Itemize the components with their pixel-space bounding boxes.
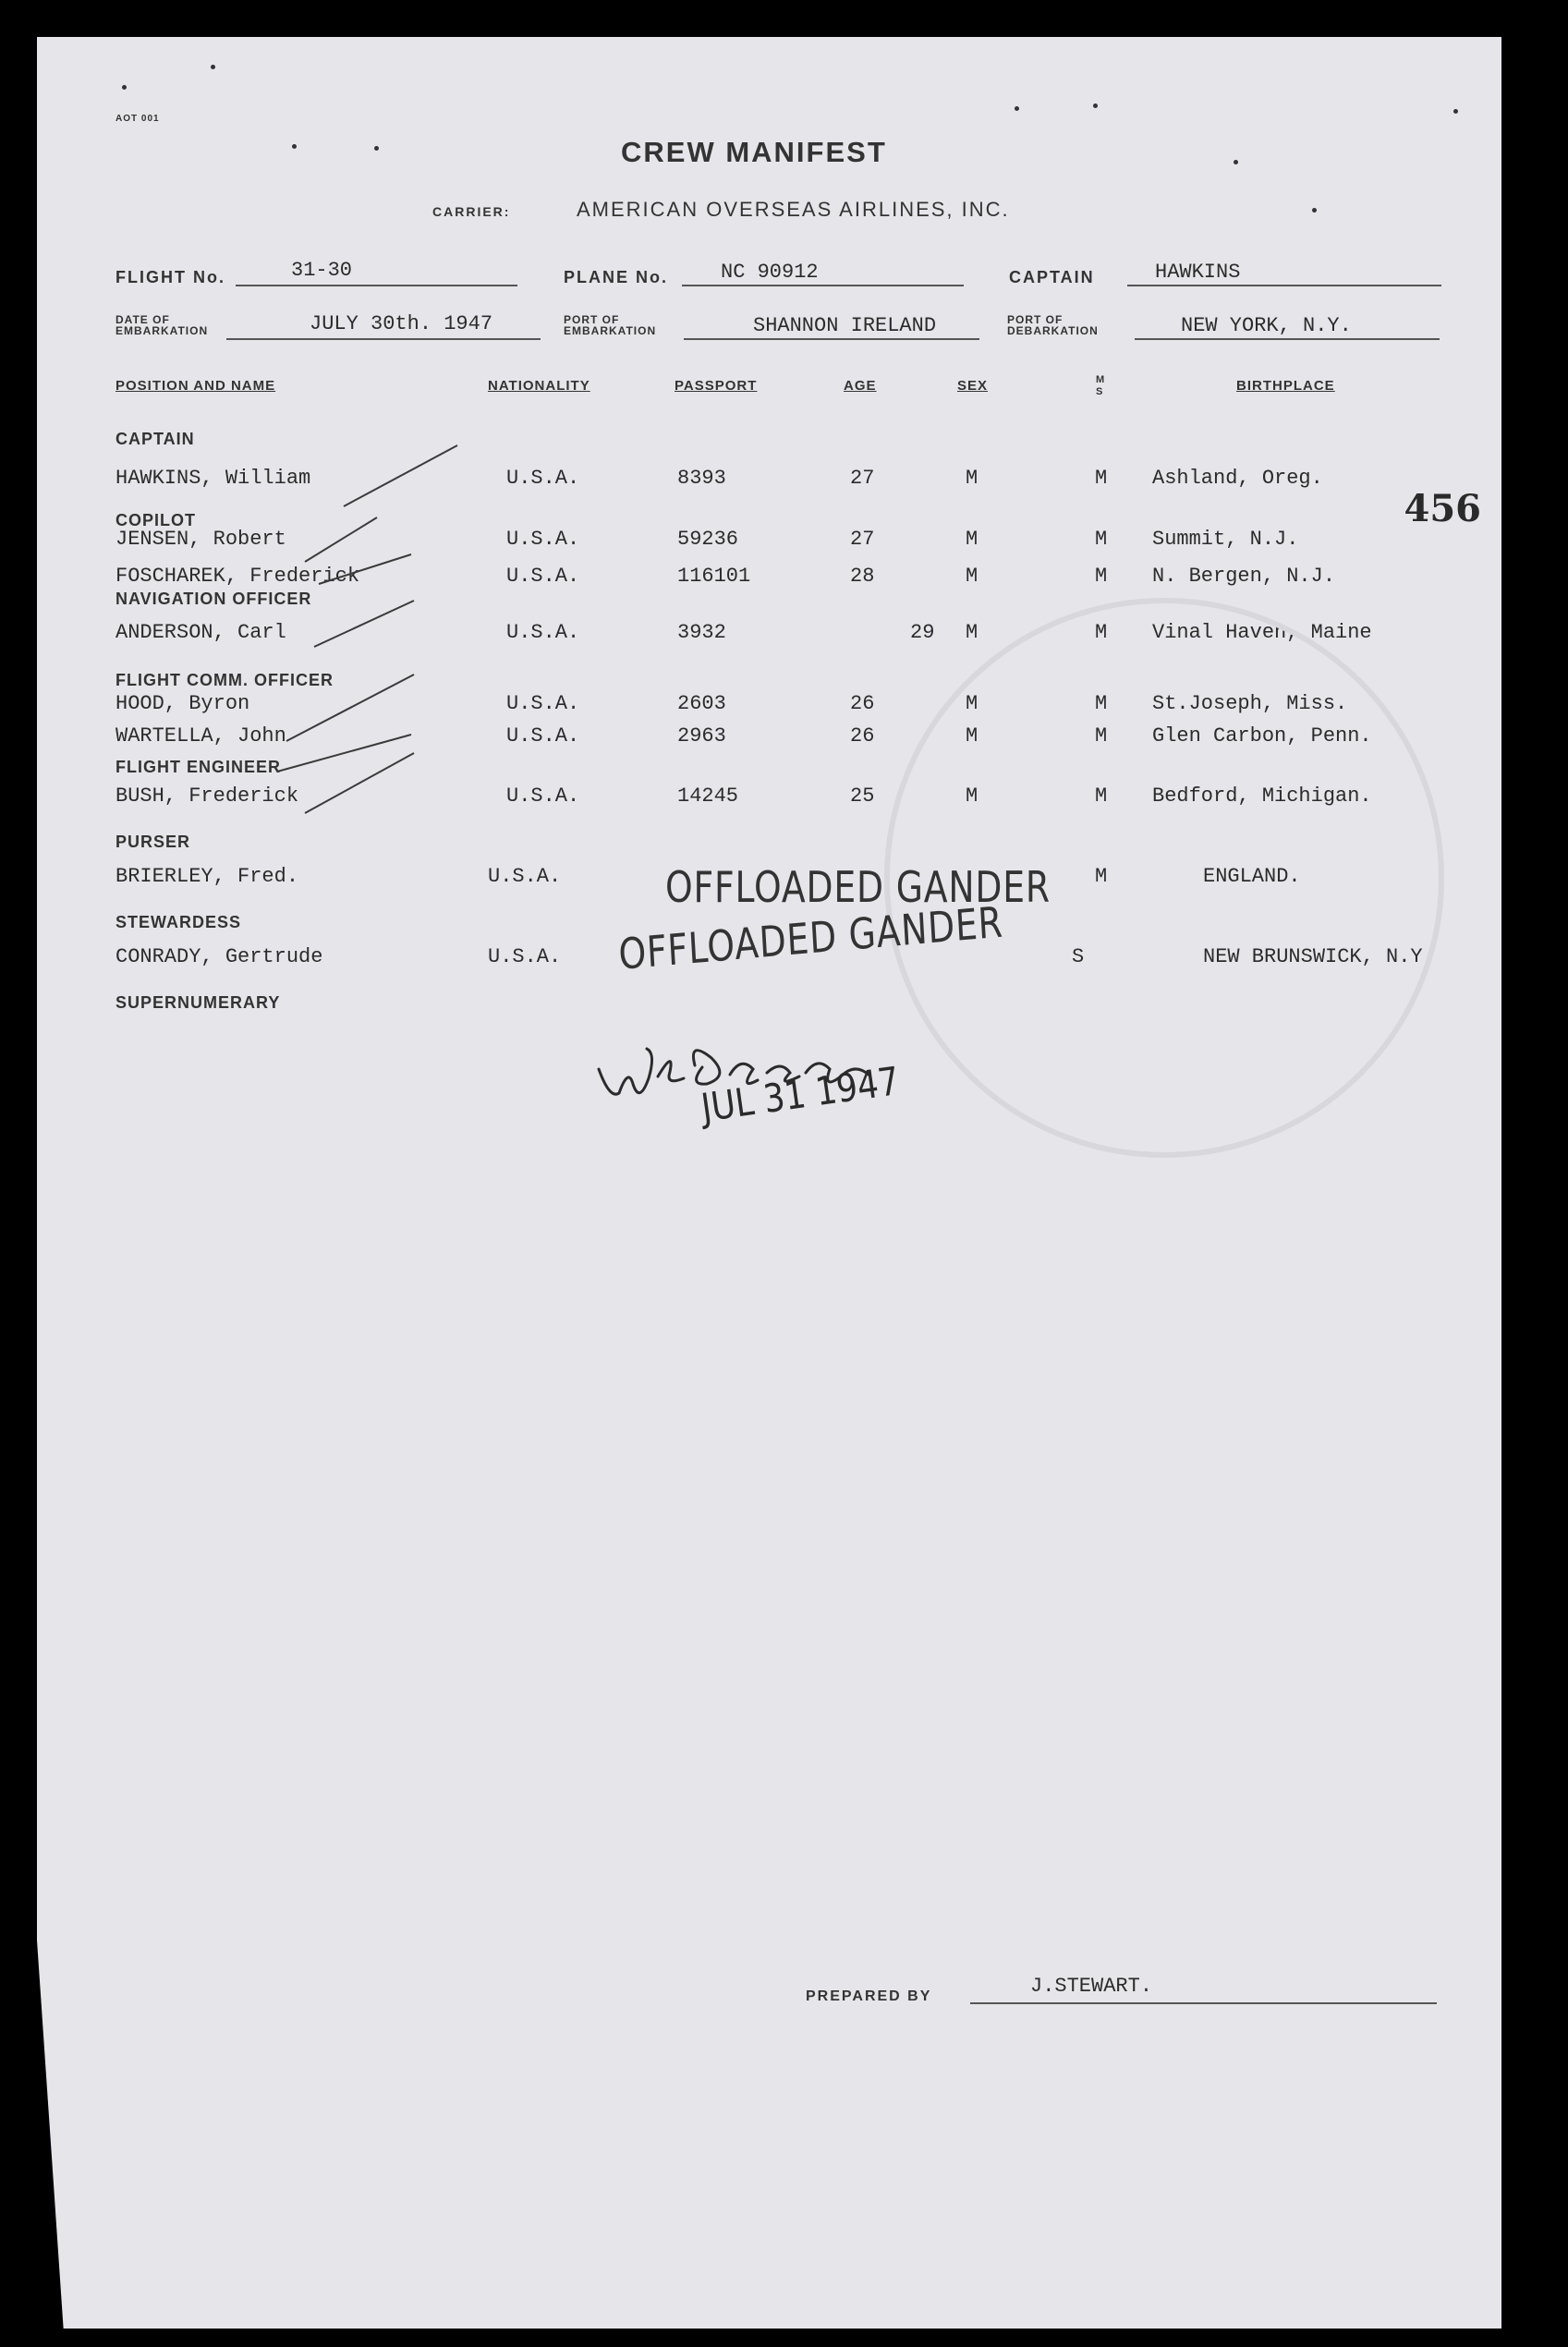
crew-passport: 59236 <box>677 528 739 551</box>
check-mark <box>305 517 377 562</box>
embarkation-date: JULY 30th. 1947 <box>310 312 493 335</box>
crew-birthplace: Ashland, Oreg. <box>1152 467 1323 490</box>
prepared-by-line <box>970 2002 1437 2004</box>
crew-passport: 116101 <box>677 565 751 588</box>
crew-nationality: U.S.A. <box>506 621 580 644</box>
crew-name: FOSCHAREK, Frederick <box>115 565 360 588</box>
crew-sex: M <box>966 467 978 490</box>
page-title: CREW MANIFEST <box>621 136 887 168</box>
crew-name: HAWKINS, William <box>115 467 311 490</box>
prepared-by-label: PREPARED BY <box>806 1988 932 2004</box>
crew-marital: M <box>1095 528 1108 551</box>
crew-marital: M <box>1095 565 1108 588</box>
crew-marital: M <box>1095 692 1108 715</box>
crew-passport: 3932 <box>677 621 726 644</box>
col-header-sex: SEX <box>957 378 989 394</box>
form-code: AOT 001 <box>115 114 160 124</box>
crew-birthplace: Glen Carbon, Penn. <box>1152 724 1372 748</box>
captain-name: HAWKINS <box>1155 261 1241 284</box>
plane-number: NC 90912 <box>721 261 819 284</box>
crew-name: HOOD, Byron <box>115 692 250 715</box>
crew-sex: M <box>966 621 978 644</box>
section-stewardess: STEWARDESS <box>115 913 242 931</box>
col-header-birthplace: BIRTHPLACE <box>1236 378 1335 394</box>
crew-marital: M <box>1095 621 1108 644</box>
crew-name: JENSEN, Robert <box>115 528 286 551</box>
port-debarkation: NEW YORK, N.Y. <box>1181 314 1352 337</box>
section-navigation: NAVIGATION OFFICER <box>115 590 312 608</box>
crew-sex: M <box>966 692 978 715</box>
port-embarkation-label-1: PORT OF <box>564 313 620 326</box>
crew-name: BRIERLEY, Fred. <box>115 865 299 888</box>
flight-number: 31-30 <box>291 259 353 282</box>
section-flight-engineer: FLIGHT ENGINEER <box>115 758 282 776</box>
section-copilot: COPILOT <box>115 511 196 529</box>
crew-birthplace: N. Bergen, N.J. <box>1152 565 1336 588</box>
flight-number-label: FLIGHT No. <box>115 268 225 286</box>
check-mark <box>314 601 414 647</box>
crew-birthplace: ENGLAND. <box>1203 865 1301 888</box>
crew-age: 26 <box>850 724 875 748</box>
crew-birthplace: Bedford, Michigan. <box>1152 784 1372 808</box>
crew-marital: M <box>1095 784 1108 808</box>
offloaded-stamp: OFFLOADED GANDER <box>665 862 1051 912</box>
crew-marital: M <box>1095 724 1108 748</box>
check-mark <box>319 554 411 584</box>
date-stamp: JUL 31 1947 <box>699 1058 903 1131</box>
prepared-by: J.STEWART. <box>1030 1975 1153 1998</box>
crew-nationality: U.S.A. <box>506 467 580 490</box>
crew-age: 29 <box>910 621 935 644</box>
section-captain: CAPTAIN <box>115 430 195 448</box>
crew-nationality: U.S.A. <box>506 724 580 748</box>
check-mark <box>286 675 414 741</box>
date-label-2: EMBARKATION <box>115 324 209 337</box>
crew-nationality: U.S.A. <box>506 528 580 551</box>
check-mark <box>305 753 414 813</box>
date-label-1: DATE OF <box>115 313 170 326</box>
crew-birthplace: St.Joseph, Miss. <box>1152 692 1348 715</box>
crew-sex: M <box>966 528 978 551</box>
crew-marital: M <box>1095 865 1108 888</box>
offloaded-stamp: OFFLOADED GANDER <box>617 896 1005 979</box>
port-debarkation-label-2: DEBARKATION <box>1007 324 1099 337</box>
crew-age: 27 <box>850 528 875 551</box>
carrier-name: AMERICAN OVERSEAS AIRLINES, INC. <box>577 198 1010 221</box>
crew-age: 26 <box>850 692 875 715</box>
crew-passport: 14245 <box>677 784 739 808</box>
crew-sex: M <box>966 565 978 588</box>
crew-nationality: U.S.A. <box>506 565 580 588</box>
crew-name: ANDERSON, Carl <box>115 621 286 644</box>
section-flight-comm: FLIGHT COMM. OFFICER <box>115 671 334 689</box>
crew-name: BUSH, Frederick <box>115 784 299 808</box>
crew-nationality: U.S.A. <box>506 692 580 715</box>
col-header-nationality: NATIONALITY <box>488 378 590 394</box>
port-embarkation: SHANNON IRELAND <box>753 314 937 337</box>
col-header-marital: M S <box>1096 374 1106 397</box>
port-debarkation-label-1: PORT OF <box>1007 313 1064 326</box>
section-supernumerary: SUPERNUMERARY <box>115 993 281 1012</box>
crew-birthplace: Vinal Haven, Maine <box>1152 621 1372 644</box>
crew-name: WARTELLA, John <box>115 724 286 748</box>
crew-sex: M <box>966 724 978 748</box>
crew-passport: 2603 <box>677 692 726 715</box>
crew-name: CONRADY, Gertrude <box>115 945 323 968</box>
section-purser: PURSER <box>115 833 191 851</box>
crew-nationality: U.S.A. <box>506 784 580 808</box>
crew-marital: M <box>1095 467 1108 490</box>
crew-age: 27 <box>850 467 875 490</box>
crew-sex: M <box>966 784 978 808</box>
crew-age: 28 <box>850 565 875 588</box>
check-mark <box>344 445 457 506</box>
crew-nationality: U.S.A. <box>488 865 562 888</box>
page-number: 456 <box>1404 487 1481 530</box>
crew-age: 25 <box>850 784 875 808</box>
col-header-position: POSITION AND NAME <box>115 378 276 394</box>
captain-label: CAPTAIN <box>1009 268 1095 286</box>
crew-nationality: U.S.A. <box>488 945 562 968</box>
crew-birthplace: NEW BRUNSWICK, N.Y. <box>1203 945 1435 968</box>
plane-number-label: PLANE No. <box>564 268 669 286</box>
crew-passport: 2963 <box>677 724 726 748</box>
crew-birthplace: Summit, N.J. <box>1152 528 1299 551</box>
col-header-age: AGE <box>844 378 877 394</box>
carrier-label: CARRIER: <box>432 204 511 219</box>
crew-marital: S <box>1072 945 1085 968</box>
col-header-passport: PASSPORT <box>675 378 758 394</box>
port-embarkation-label-2: EMBARKATION <box>564 324 657 337</box>
crew-passport: 8393 <box>677 467 726 490</box>
